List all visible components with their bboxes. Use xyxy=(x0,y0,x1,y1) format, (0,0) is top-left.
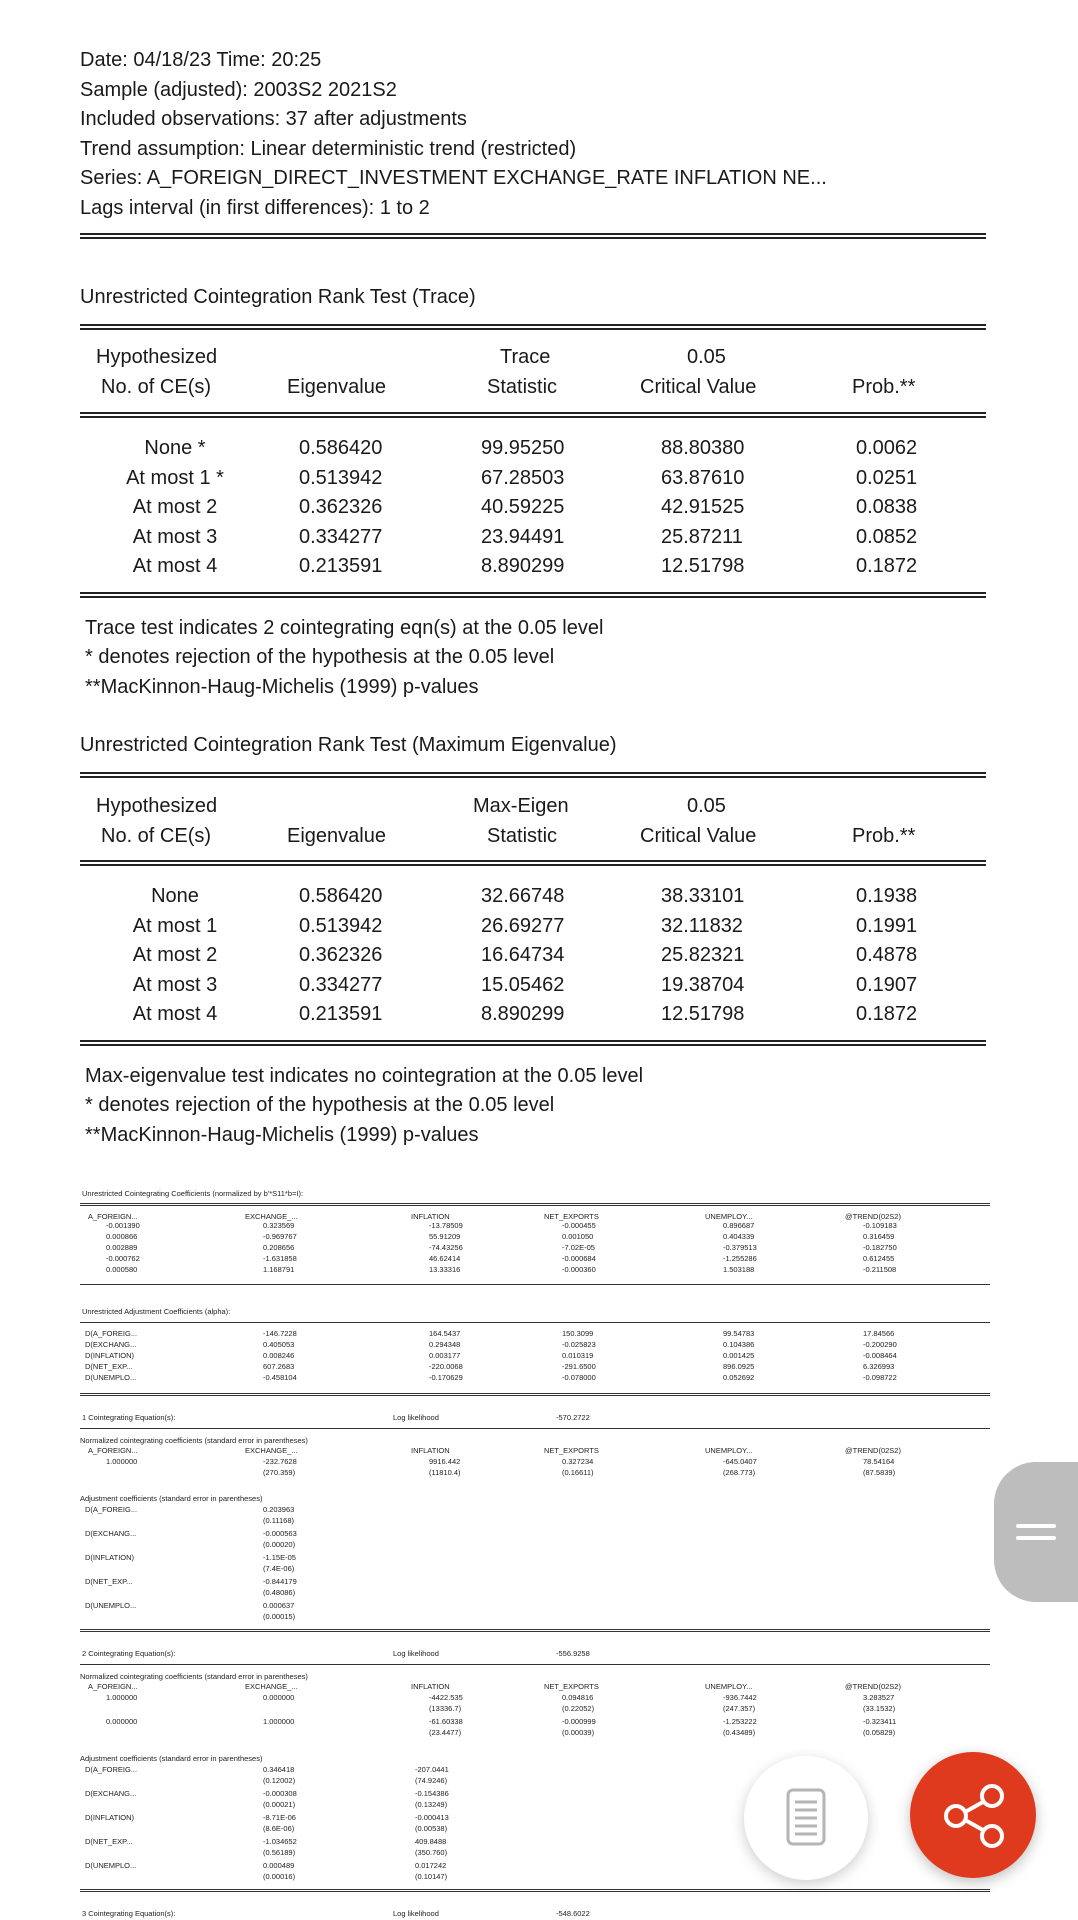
alpha-value: 0.001425 xyxy=(723,1351,755,1360)
eq2-coef: -61.60338 xyxy=(429,1717,463,1726)
eq2-adj-se: (0.10147) xyxy=(415,1872,448,1881)
eq2-coef: 1.000000 xyxy=(263,1717,295,1726)
divider xyxy=(80,1203,990,1206)
eq2-adj-se: (0.13249) xyxy=(415,1800,448,1809)
header-sample: Sample (adjusted): 2003S2 2021S2 xyxy=(80,79,397,101)
alpha-value: -0.458104 xyxy=(263,1373,297,1382)
eq2-coef: -0.000999 xyxy=(562,1717,596,1726)
eq2-se: (0.05829) xyxy=(863,1728,896,1737)
header-date: Date: 04/18/23 Time: 20:25 xyxy=(80,49,322,71)
eq1-coef: 9916.442 xyxy=(429,1457,461,1466)
hypothesis-cell: At most 4 xyxy=(132,555,218,578)
eq2-se: (23.4477) xyxy=(429,1728,462,1737)
maxeig-note-3: **MacKinnon-Haug-Michelis (1999) p-values xyxy=(85,1124,479,1146)
eq2-coef: 0.000000 xyxy=(263,1693,295,1702)
eq1-adj-label: D(NET_EXP... xyxy=(85,1577,133,1586)
eq1-header: EXCHANGE_... xyxy=(245,1446,298,1455)
coef-header: EXCHANGE_... xyxy=(245,1212,298,1221)
maxeig-title: Unrestricted Cointegration Rank Test (Maximum Eigenvalue) xyxy=(80,734,617,756)
prob-cell: 0.1907 xyxy=(856,973,918,996)
eq2-se: (0.22052) xyxy=(562,1704,595,1713)
eq1-adj-value: -0.000563 xyxy=(263,1529,297,1538)
eq1-header: NET_EXPORTS xyxy=(544,1446,599,1455)
divider xyxy=(80,772,986,778)
eq1-adj-se: (0.48086) xyxy=(263,1588,296,1597)
eq1-header: A_FOREIGN... xyxy=(88,1446,138,1455)
eq2-adj-value: -8.71E-06 xyxy=(263,1813,296,1822)
eigenvalue-cell: 0.334277 xyxy=(299,525,383,548)
alpha-value: -0.200290 xyxy=(863,1340,897,1349)
eigenvalue-cell: 0.213591 xyxy=(299,1003,383,1026)
coef-value: 0.000580 xyxy=(106,1265,138,1274)
eigenvalue-cell: 0.513942 xyxy=(299,466,383,489)
eq2-coef: 3.283527 xyxy=(863,1693,895,1702)
coef-value: -7.02E-05 xyxy=(562,1243,595,1252)
col-critical: Critical Value xyxy=(640,376,757,398)
col-prob: Prob.** xyxy=(852,376,916,398)
alpha-value: -291.6500 xyxy=(562,1362,596,1371)
col-statistic: Statistic xyxy=(487,825,558,847)
eigenvalue-cell: 0.334277 xyxy=(299,973,383,996)
alpha-value: -220.0068 xyxy=(429,1362,463,1371)
eq2-adj-value: 409.8488 xyxy=(415,1837,447,1846)
statistic-cell: 15.05462 xyxy=(481,973,565,996)
eq1-adj-value: 0.000637 xyxy=(263,1601,295,1610)
eq1-adj-label: D(UNEMPLO... xyxy=(85,1601,137,1610)
eq1-header: INFLATION xyxy=(411,1446,450,1455)
alpha-label: D(A_FOREIG... xyxy=(85,1329,138,1338)
divider xyxy=(80,860,986,866)
alpha-label: D(EXCHANG... xyxy=(85,1340,137,1349)
eq2-se: (33.1532) xyxy=(863,1704,896,1713)
divider xyxy=(80,324,986,330)
coef-value: 0.896687 xyxy=(723,1221,755,1230)
coef-value: 46.62414 xyxy=(429,1254,461,1263)
alpha-value: 6.326993 xyxy=(863,1362,895,1371)
eq2-coef: -0.323411 xyxy=(863,1717,897,1726)
coef-value: 0.612455 xyxy=(863,1254,895,1263)
eq2-coef: 0.000000 xyxy=(106,1717,138,1726)
eq1-coef: 78.54164 xyxy=(863,1457,895,1466)
eq1-coef: 0.327234 xyxy=(562,1457,594,1466)
statistic-cell: 99.95250 xyxy=(481,437,565,459)
alpha-value: -0.008464 xyxy=(863,1351,897,1360)
eq1-se: (270.359) xyxy=(263,1468,296,1477)
coef-value: 0.000866 xyxy=(106,1232,138,1241)
trace-note-2: * denotes rejection of the hypothesis at the 0.05 level xyxy=(85,646,555,668)
eq2-se: (13336.7) xyxy=(429,1704,462,1713)
eq2-adj-value: 0.017242 xyxy=(415,1861,447,1870)
eq2-se: (0.43489) xyxy=(723,1728,756,1737)
share-icon xyxy=(910,1752,1036,1878)
eq1-header: UNEMPLOY... xyxy=(705,1446,753,1455)
eq1-loglik: -570.2722 xyxy=(556,1413,590,1422)
alpha-title: Unrestricted Adjustment Coefficients (alpha): xyxy=(82,1307,231,1316)
grip-line xyxy=(1016,1536,1056,1540)
eq2-adj-value: 0.000489 xyxy=(263,1861,295,1870)
eq2-header: EXCHANGE_... xyxy=(245,1682,298,1691)
eq2-adj-label: D(INFLATION) xyxy=(85,1813,135,1822)
eq1-adj-title: Adjustment coefficients (standard error in parentheses) xyxy=(80,1494,263,1503)
eq2-adj-label: D(NET_EXP... xyxy=(85,1837,133,1846)
col-eigenvalue: Eigenvalue xyxy=(287,376,386,398)
eq2-adj-value: -0.000308 xyxy=(263,1789,297,1798)
coef-header: INFLATION xyxy=(411,1212,450,1221)
critical-value-cell: 12.51798 xyxy=(661,555,745,578)
alpha-value: 99.54783 xyxy=(723,1329,755,1338)
prob-cell: 0.1872 xyxy=(856,1003,918,1026)
eq2-adj-se: (0.00538) xyxy=(415,1824,448,1833)
coef-value: -0.182750 xyxy=(863,1243,897,1252)
prob-cell: 0.0852 xyxy=(856,525,918,548)
divider xyxy=(80,412,986,418)
alpha-value: 150.3099 xyxy=(562,1329,594,1338)
eigenvalue-cell: 0.362326 xyxy=(299,496,383,519)
eq2-adj-value: 0.346418 xyxy=(263,1765,295,1774)
eq1-adj-se: (7.4E-06) xyxy=(263,1564,295,1573)
maxeig-note-1: Max-eigenvalue test indicates no cointegration at the 0.05 level xyxy=(85,1065,644,1087)
eq2-adj-value: -0.000413 xyxy=(415,1813,449,1822)
grip-line xyxy=(1016,1524,1056,1528)
critical-value-cell: 38.33101 xyxy=(661,885,745,907)
divider xyxy=(80,1322,990,1323)
header-observations: Included observations: 37 after adjustments xyxy=(80,108,467,130)
eq2-title: 2 Cointegrating Equation(s): xyxy=(82,1649,176,1658)
coef-header: @TREND(02S2) xyxy=(845,1212,901,1221)
eq1-se: (11810.4) xyxy=(429,1468,461,1477)
alpha-value: -146.7228 xyxy=(263,1329,297,1338)
trace-note-1: Trace test indicates 2 cointegrating eqn(s) at the 0.05 level xyxy=(85,617,604,639)
eq2-coef: 1.000000 xyxy=(106,1693,138,1702)
critical-value-cell: 25.87211 xyxy=(661,525,743,548)
eq2-adj-value: -1.034652 xyxy=(263,1837,297,1846)
eq2-coef: -1.253222 xyxy=(723,1717,757,1726)
maxeig-note-2: * denotes rejection of the hypothesis at the 0.05 level xyxy=(85,1094,555,1116)
eq1-se: (0.16611) xyxy=(562,1468,594,1477)
critical-value-cell: 12.51798 xyxy=(661,1003,745,1026)
critical-value-cell: 42.91525 xyxy=(661,496,745,519)
coef-value: 0.323569 xyxy=(263,1221,295,1230)
coef-value: -0.211508 xyxy=(863,1265,897,1274)
coef-value: 0.316459 xyxy=(863,1232,895,1241)
coef-value: -0.109183 xyxy=(863,1221,897,1230)
alpha-value: 17.84566 xyxy=(863,1329,895,1338)
coef-value: 0.001050 xyxy=(562,1232,594,1241)
trace-note-3: **MacKinnon-Haug-Michelis (1999) p-values xyxy=(85,676,479,698)
coef-value: -0.000360 xyxy=(562,1265,596,1274)
eq2-coef: -4422.535 xyxy=(429,1693,463,1702)
alpha-value: 0.405053 xyxy=(263,1340,295,1349)
alpha-label: D(NET_EXP... xyxy=(85,1362,133,1371)
eq2-adj-value: -207.0441 xyxy=(415,1765,449,1774)
hypothesis-cell: At most 2 xyxy=(132,496,218,519)
eigenvalue-cell: 0.586420 xyxy=(299,437,383,459)
coef-header: A_FOREIGN... xyxy=(88,1212,138,1221)
divider xyxy=(80,1284,990,1285)
eq1-loglik-label: Log likelihood xyxy=(393,1413,439,1422)
eq2-adj-se: (8.6E-06) xyxy=(263,1824,295,1833)
eq2-adj-se: (0.00021) xyxy=(263,1800,296,1809)
eq3-loglik: -548.6022 xyxy=(556,1909,590,1918)
coef-value: -13.78509 xyxy=(429,1221,463,1230)
eq2-adj-se: (0.12002) xyxy=(263,1776,296,1785)
col-alpha: 0.05 xyxy=(687,795,726,817)
eq2-loglik: -556.9258 xyxy=(556,1649,590,1658)
eq3-title: 3 Cointegrating Equation(s): xyxy=(82,1909,176,1918)
divider xyxy=(80,1428,990,1429)
prob-cell: 0.0251 xyxy=(856,466,918,489)
coef-title: Unrestricted Cointegrating Coefficients (normalized by b'*S11*b=I): xyxy=(82,1189,304,1198)
coef-value: -0.969767 xyxy=(263,1232,297,1241)
eq1-header: @TREND(02S2) xyxy=(845,1446,901,1455)
eq1-adj-label: D(EXCHANG... xyxy=(85,1529,137,1538)
statistic-cell: 23.94491 xyxy=(481,525,565,548)
alpha-value: 0.294348 xyxy=(429,1340,461,1349)
eq2-header: @TREND(02S2) xyxy=(845,1682,901,1691)
cut-off-title xyxy=(80,0,650,8)
prob-cell: 0.1938 xyxy=(856,885,918,907)
alpha-value: 164.5437 xyxy=(429,1329,461,1338)
coef-header: UNEMPLOY... xyxy=(705,1212,753,1221)
eq2-header: A_FOREIGN... xyxy=(88,1682,138,1691)
eq2-adj-se: (350.760) xyxy=(415,1848,448,1857)
alpha-value: -0.098722 xyxy=(863,1373,897,1382)
eq1-adj-se: (0.11168) xyxy=(263,1516,294,1525)
critical-value-cell: 63.87610 xyxy=(661,466,745,489)
critical-value-cell: 19.38704 xyxy=(661,973,745,996)
col-alpha: 0.05 xyxy=(687,346,726,368)
hypothesis-cell: None xyxy=(151,885,199,907)
view-document-button[interactable] xyxy=(744,1756,868,1880)
alpha-value: 896.0925 xyxy=(723,1362,755,1371)
eigenvalue-cell: 0.213591 xyxy=(299,555,383,578)
coef-value: -0.000684 xyxy=(562,1254,596,1263)
eq1-se: (87.5839) xyxy=(863,1468,896,1477)
prob-cell: 0.4878 xyxy=(856,944,918,967)
coef-value: -0.000455 xyxy=(562,1221,596,1230)
statistic-cell: 26.69277 xyxy=(481,914,565,937)
eq2-coef: -936.7442 xyxy=(723,1693,757,1702)
eq2-header: INFLATION xyxy=(411,1682,450,1691)
hypothesis-cell: At most 3 xyxy=(132,525,218,548)
coef-value: 55.91209 xyxy=(429,1232,461,1241)
eigenvalue-cell: 0.513942 xyxy=(299,914,383,937)
eq1-coef: -232.7628 xyxy=(263,1457,297,1466)
eq1-adj-value: 0.203963 xyxy=(263,1505,295,1514)
header-lags: Lags interval (in first differences): 1 to 2 xyxy=(80,197,430,219)
hypothesis-cell: At most 3 xyxy=(132,973,218,996)
eq1-title: 1 Cointegrating Equation(s): xyxy=(82,1413,176,1422)
coef-value: -0.000762 xyxy=(106,1254,140,1263)
col-prob: Prob.** xyxy=(852,825,916,847)
coef-value: -0.379513 xyxy=(723,1243,757,1252)
alpha-value: 0.104386 xyxy=(723,1340,755,1349)
eq1-adj-value: -0.844179 xyxy=(263,1577,297,1586)
coef-value: 0.002889 xyxy=(106,1243,138,1252)
eq1-adj-label: D(INFLATION) xyxy=(85,1553,135,1562)
col-no-ce: No. of CE(s) xyxy=(101,376,212,398)
eigenvalue-cell: 0.586420 xyxy=(299,885,383,907)
trace-title: Unrestricted Cointegration Rank Test (Trace) xyxy=(80,286,476,308)
eq1-adj-label: D(A_FOREIG... xyxy=(85,1505,138,1514)
hypothesis-cell: At most 2 xyxy=(132,944,218,967)
header-series: Series: A_FOREIGN_DIRECT_INVESTMENT EXCHANGE_RATE INFLATION NE... xyxy=(80,167,827,189)
col-hypothesized: Hypothesized xyxy=(96,346,218,368)
statistic-cell: 16.64734 xyxy=(481,944,565,967)
statistic-cell: 67.28503 xyxy=(481,466,565,489)
eq2-adj-se: (0.00016) xyxy=(263,1872,296,1881)
divider xyxy=(80,1889,990,1892)
eq2-adj-label: D(UNEMPLO... xyxy=(85,1861,137,1870)
coef-value: -74.43256 xyxy=(429,1243,463,1252)
maxeig-table xyxy=(80,795,986,855)
divider xyxy=(80,1393,990,1396)
critical-value-cell: 32.11832 xyxy=(661,914,743,937)
coef-value: -0.001390 xyxy=(106,1221,140,1230)
document-icon xyxy=(744,1756,868,1880)
statistic-cell: 8.890299 xyxy=(481,1003,565,1026)
prob-cell: 0.1872 xyxy=(856,555,918,578)
prob-cell: 0.0838 xyxy=(856,496,918,519)
hypothesis-cell: None * xyxy=(144,437,206,459)
hypothesis-cell: At most 4 xyxy=(132,1003,218,1026)
col-critical: Critical Value xyxy=(640,825,757,847)
coef-value: -1.631858 xyxy=(263,1254,297,1263)
alpha-value: 0.052692 xyxy=(723,1373,755,1382)
hypothesis-cell: At most 1 * xyxy=(126,466,224,489)
eq2-se: (0.00039) xyxy=(562,1728,595,1737)
eq2-adj-se: (74.9246) xyxy=(415,1776,448,1785)
eq2-adj-title: Adjustment coefficients (standard error in parentheses) xyxy=(80,1754,263,1763)
statistic-cell: 32.66748 xyxy=(481,885,565,907)
fast-scroll-handle[interactable] xyxy=(994,1462,1078,1602)
divider xyxy=(80,1040,986,1046)
eq2-adj-value: -0.154386 xyxy=(415,1789,449,1798)
eq2-loglik-label: Log likelihood xyxy=(393,1649,439,1658)
eq2-adj-label: D(A_FOREIG... xyxy=(85,1765,138,1774)
critical-value-cell: 88.80380 xyxy=(661,437,745,459)
divider xyxy=(80,592,986,598)
divider xyxy=(80,1629,990,1632)
alpha-value: 0.010319 xyxy=(562,1351,594,1360)
col-trace: Trace xyxy=(500,346,551,368)
eq3-loglik-label: Log likelihood xyxy=(393,1909,439,1918)
alpha-label: D(UNEMPLO... xyxy=(85,1373,137,1382)
col-statistic: Statistic xyxy=(487,376,558,398)
col-eigenvalue: Eigenvalue xyxy=(287,825,386,847)
eq1-coef: -645.0407 xyxy=(723,1457,757,1466)
eq1-norm-title: Normalized cointegrating coefficients (standard error in parentheses) xyxy=(80,1436,308,1445)
hypothesis-cell: At most 1 xyxy=(132,914,218,937)
col-hypothesized: Hypothesized xyxy=(96,795,218,817)
alpha-value: 607.2683 xyxy=(263,1362,295,1371)
statistic-cell: 40.59225 xyxy=(481,496,565,519)
coef-value: 1.168791 xyxy=(263,1265,295,1274)
prob-cell: 0.1991 xyxy=(856,914,918,937)
alpha-value: -0.025823 xyxy=(562,1340,596,1349)
header-trend: Trend assumption: Linear deterministic trend (restricted) xyxy=(80,138,577,160)
col-no-ce: No. of CE(s) xyxy=(101,825,212,847)
coef-header: NET_EXPORTS xyxy=(544,1212,599,1221)
coef-value: -1.255286 xyxy=(723,1254,757,1263)
eq2-header: UNEMPLOY... xyxy=(705,1682,753,1691)
divider xyxy=(80,1664,990,1665)
eq2-adj-se: (0.56189) xyxy=(263,1848,296,1857)
prob-cell: 0.0062 xyxy=(856,437,918,459)
eq1-adj-se: (0.00015) xyxy=(263,1612,296,1621)
eigenvalue-cell: 0.362326 xyxy=(299,944,383,967)
col-max-eigen: Max-Eigen xyxy=(473,795,569,817)
eq2-se: (247.357) xyxy=(723,1704,756,1713)
coef-value: 13.33316 xyxy=(429,1265,461,1274)
eq2-header: NET_EXPORTS xyxy=(544,1682,599,1691)
share-button[interactable] xyxy=(910,1752,1036,1878)
eq1-adj-value: -1.15E-05 xyxy=(263,1553,296,1562)
critical-value-cell: 25.82321 xyxy=(661,944,745,967)
eq1-coef: 1.000000 xyxy=(106,1457,138,1466)
alpha-value: -0.170629 xyxy=(429,1373,463,1382)
eq2-coef: 0.094816 xyxy=(562,1693,594,1702)
divider xyxy=(80,233,986,239)
coef-value: 0.208656 xyxy=(263,1243,295,1252)
alpha-value: 0.003177 xyxy=(429,1351,461,1360)
alpha-value: 0.008246 xyxy=(263,1351,295,1360)
coef-value: 0.404339 xyxy=(723,1232,755,1241)
coef-value: 1.503188 xyxy=(723,1265,755,1274)
eq1-se: (268.773) xyxy=(723,1468,756,1477)
eq2-norm-title: Normalized cointegrating coefficients (standard error in parentheses) xyxy=(80,1672,308,1681)
alpha-label: D(INFLATION) xyxy=(85,1351,135,1360)
alpha-value: -0.078000 xyxy=(562,1373,596,1382)
eq1-adj-se: (0.00020) xyxy=(263,1540,296,1549)
statistic-cell: 8.890299 xyxy=(481,555,565,578)
eq2-adj-label: D(EXCHANG... xyxy=(85,1789,137,1798)
